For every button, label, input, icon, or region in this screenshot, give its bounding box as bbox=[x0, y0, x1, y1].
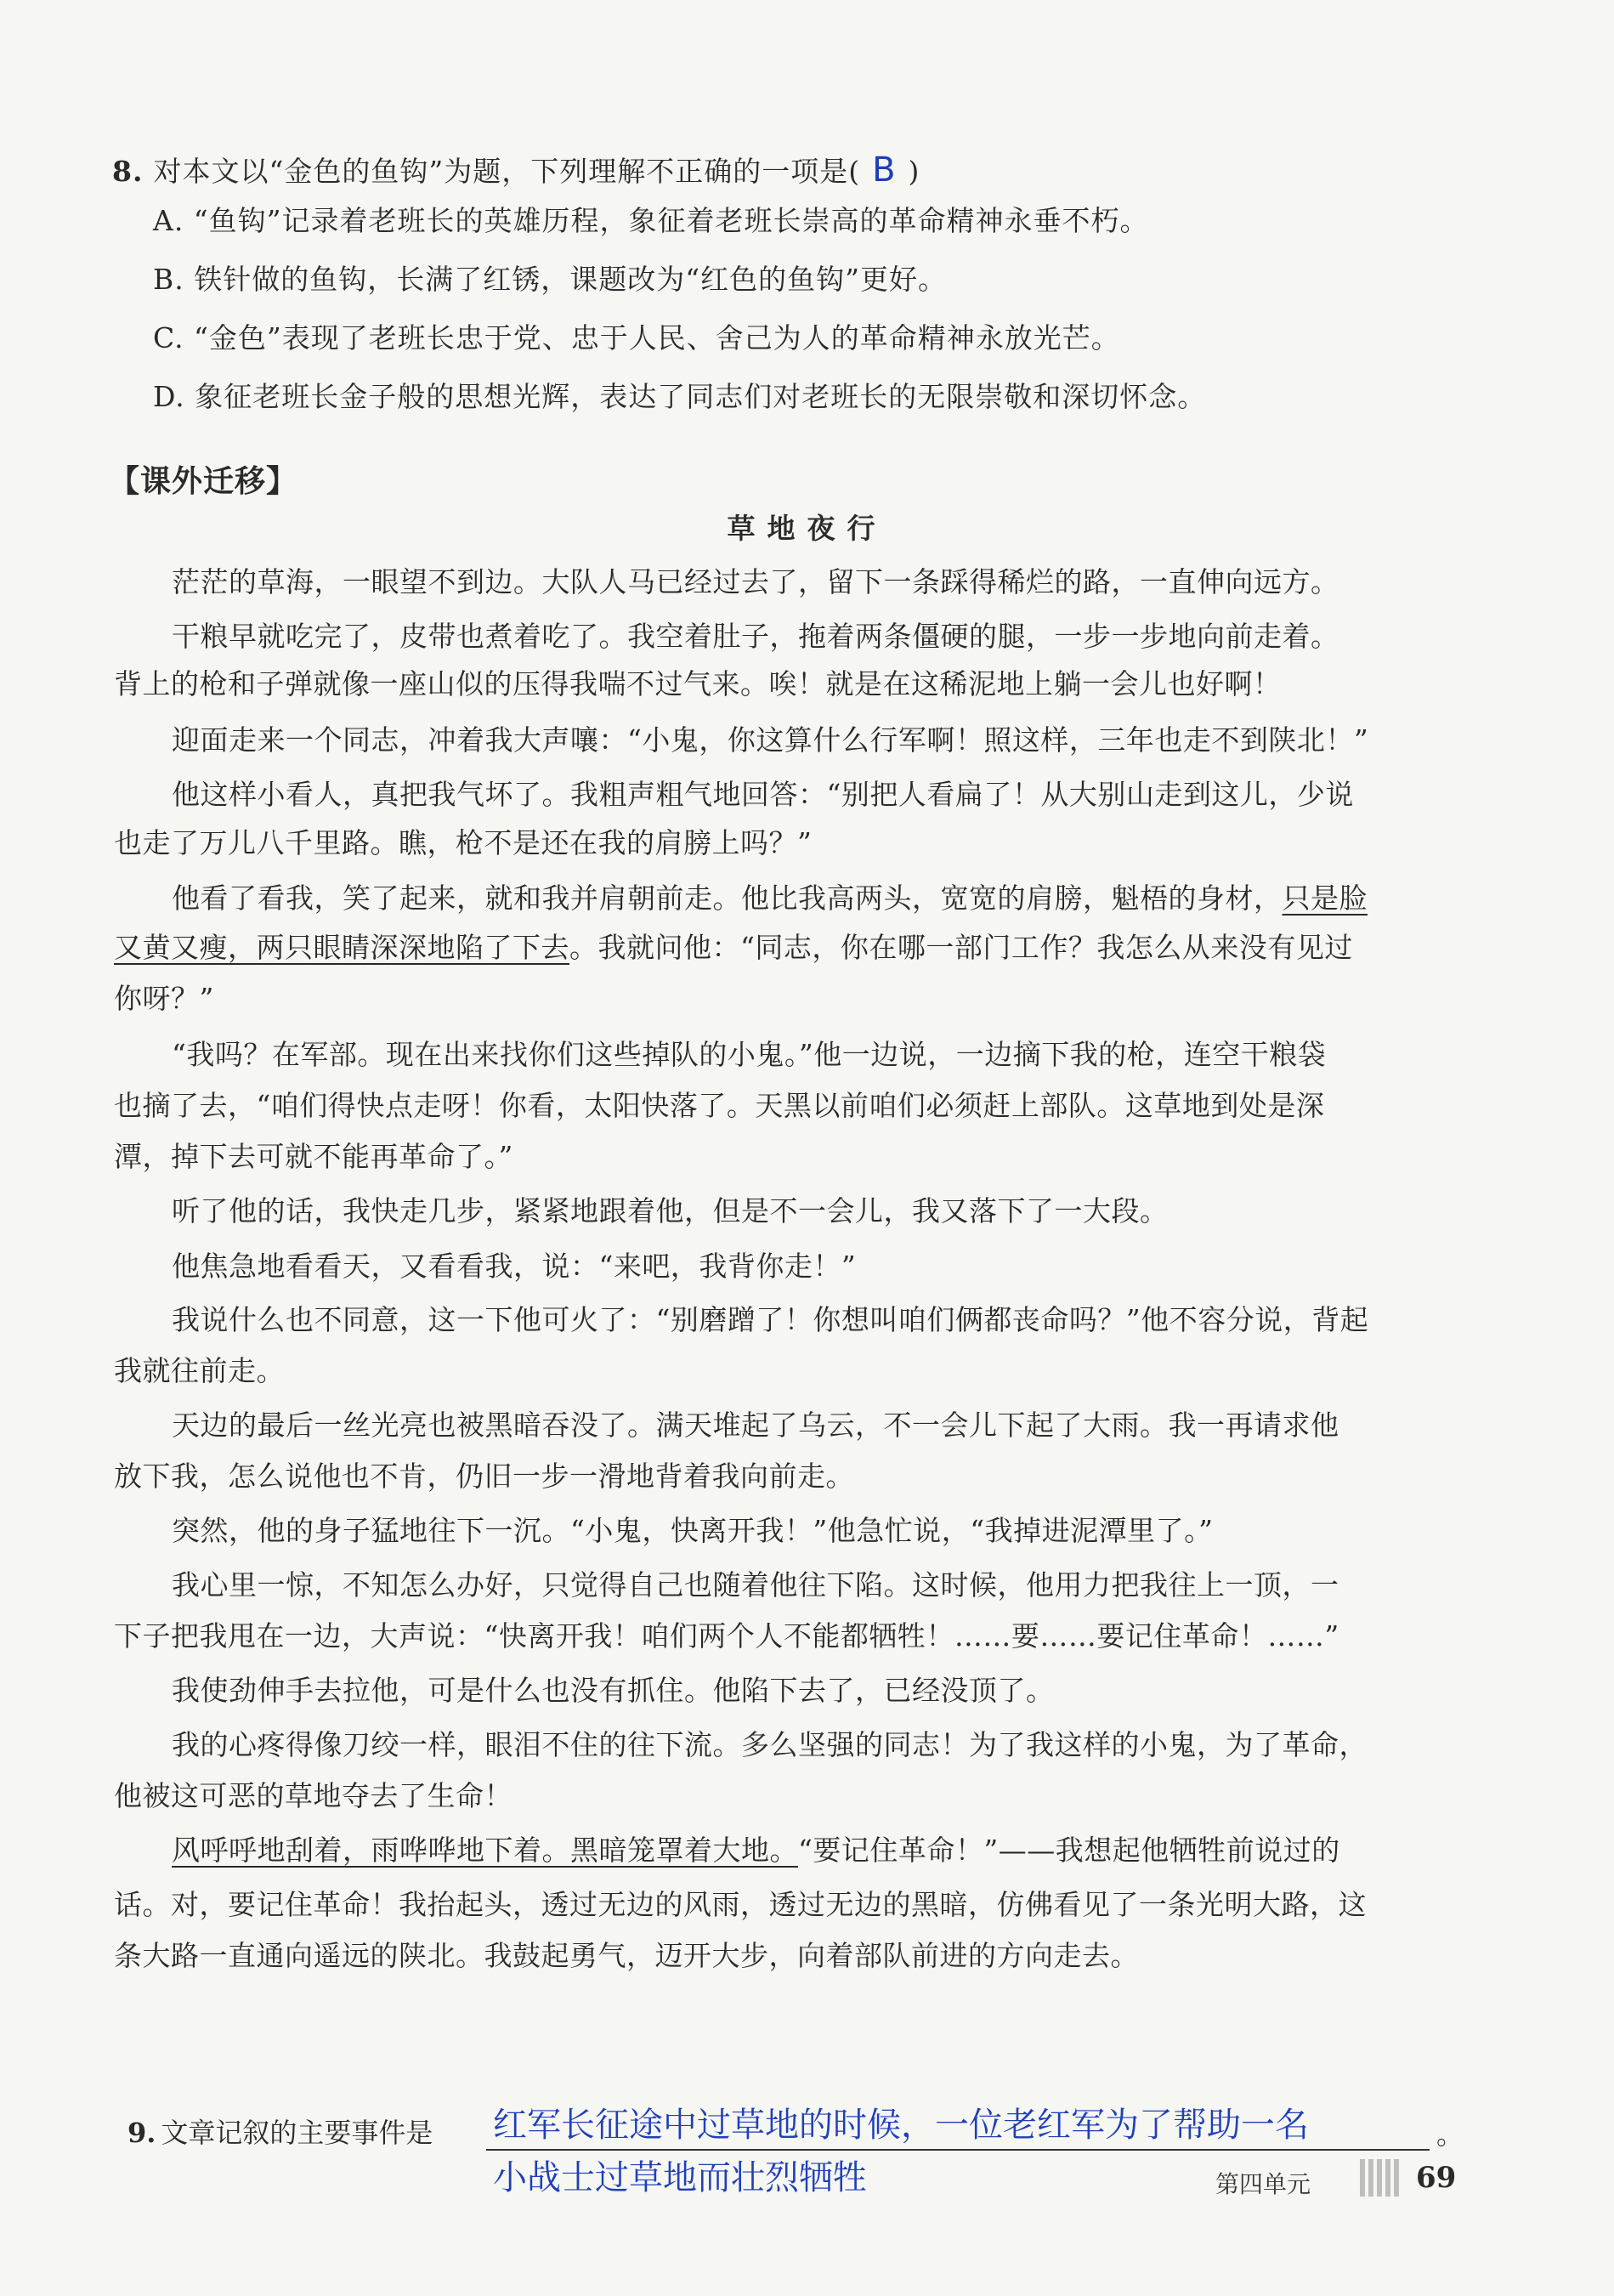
passage-line: 潭，掉下去可就不能再革命了。” bbox=[114, 1140, 513, 1173]
passage-text: “要记住革命！”——我想起他牺牲前说过的 bbox=[798, 1834, 1340, 1867]
question-number: 8. bbox=[112, 155, 144, 188]
question-text-end: ) bbox=[908, 155, 920, 188]
passage-line: 他被这可恶的草地夺去了生命！ bbox=[114, 1779, 513, 1812]
unit-label: 第四单元 bbox=[1215, 2170, 1311, 2198]
passage-line: 迎面走来一个同志，冲着我大声嚷：“小鬼，你这算什么行军啊！照这样，三年也走不到陕北！” bbox=[172, 723, 1369, 757]
passage-line: 我说什么也不同意，这一下他可火了：“别磨蹭了！你想叫咱们俩都丧命吗？”他不容分说，背起 bbox=[172, 1303, 1369, 1336]
answer-period: 。 bbox=[1436, 2118, 1464, 2151]
passage-line: 我的心疼得像刀绞一样，眼泪不住的往下流。多么坚强的同志！为了我这样的小鬼，为了革命， bbox=[172, 1728, 1368, 1761]
passage-line: 话。对，要记住革命！我抬起头，透过无边的风雨，透过无边的黑暗，仿佛看见了一条光明大路，这 bbox=[114, 1888, 1367, 1921]
passage-line: 我就往前走。 bbox=[114, 1354, 285, 1387]
passage-line: 条大路一直通向遥远的陕北。我鼓起勇气，迈开大步，向着部队前进的方向走去。 bbox=[114, 1939, 1139, 1972]
option-b: B. 铁针做的鱼钩，长满了红锈，课题改为“红色的鱼钩”更好。 bbox=[153, 263, 947, 296]
option-c: C. “金色”表现了老班长忠于党、忠于人民、舍己为人的革命精神永放光芒。 bbox=[153, 321, 1120, 354]
option-d: D. 象征老班长金子般的思想光辉，表达了同志们对老班长的无限崇敬和深切怀念。 bbox=[153, 380, 1207, 413]
underlined-text: 又黄又瘦，两只眼睛深深地陷了下去 bbox=[114, 931, 569, 964]
question-9-stem bbox=[127, 2112, 433, 2151]
passage-line bbox=[114, 1829, 1340, 1872]
passage-line: 我使劲伸手去拉他，可是什么也没有抓住。他陷下去了，已经没顶了。 bbox=[172, 1674, 1055, 1707]
handwritten-answer-line-1: 红军长征途中过草地的时候，一位老红军为了帮助一名 bbox=[493, 2106, 1309, 2145]
question-8-stem bbox=[112, 150, 920, 190]
passage-line: 我心里一惊，不知怎么办好，只觉得自己也随着他往下陷。这时候，他用力把我往上一顶，一 bbox=[172, 1568, 1339, 1602]
passage-text: 。我就问他：“同志，你在哪一部门工作？我怎么从来没有见过 bbox=[569, 931, 1353, 964]
passage-line: “我吗？在军部。现在出来找你们这些掉队的小鬼。”他一边说，一边摘下我的枪，连空干粮袋 bbox=[172, 1038, 1327, 1071]
passage-line: 突然，他的身子猛地往下一沉。“小鬼，快离开我！”他急忙说，“我掉进泥潭里了。” bbox=[172, 1514, 1214, 1547]
question-text: 对本文以“金色的鱼钩”为题，下列理解不正确的一项是( bbox=[153, 155, 861, 188]
option-a: A. “鱼钩”记录着老班长的英雄历程，象征着老班长崇高的革命精神永垂不朽。 bbox=[153, 204, 1149, 237]
passage-line: 背上的枪和子弹就像一座山似的压得我喘不过气来。唉！就是在这稀泥地上躺一会儿也好啊！ bbox=[114, 667, 1282, 700]
passage-line: 干粮早就吃完了，皮带也煮着吃了。我空着肚子，拖着两条僵硬的腿，一步一步地向前走着。 bbox=[172, 620, 1339, 653]
passage-line: 茫茫的草海，一眼望不到边。大队人马已经过去了，留下一条踩得稀烂的路，一直伸向远方。 bbox=[172, 565, 1339, 598]
passage-line: 下子把我甩在一边，大声说：“快离开我！咱们两个人不能都牺牲！……要……要记住革命！……” bbox=[114, 1619, 1339, 1653]
underlined-text: 风呼呼地刮着，雨哗哗地下着。黑暗笼罩着大地。 bbox=[172, 1834, 798, 1867]
section-label: 【课外迁移】 bbox=[109, 464, 298, 499]
passage-line: 放下我，怎么说他也不肯，仍旧一步一滑地背着我向前走。 bbox=[114, 1460, 854, 1493]
passage-line: 他这样小看人，真把我气坏了。我粗声粗气地回答：“别把人看扁了！从大别山走到这儿，少说 bbox=[172, 778, 1354, 811]
handwritten-answer-line-2: 小战士过草地而壮烈牺牲 bbox=[493, 2158, 867, 2197]
passage-text: 他看了看我，笑了起来，就和我并肩朝前走。他比我高两头，宽宽的肩膀，魁梧的身材， bbox=[172, 882, 1283, 915]
handwritten-answer: B bbox=[872, 150, 897, 190]
passage-line: 你呀？” bbox=[114, 982, 214, 1015]
decorative-bars bbox=[1360, 2159, 1401, 2197]
page-number: 69 bbox=[1416, 2161, 1457, 2195]
passage-line: 也摘了去，“咱们得快点走呀！你看，太阳快落了。天黑以前咱们必须赶上部队。这草地到处是深 bbox=[114, 1089, 1325, 1122]
underlined-text: 只是脸 bbox=[1282, 882, 1368, 915]
passage-line: 天边的最后一丝光亮也被黑暗吞没了。满天堆起了乌云，不一会儿下起了大雨。我一再请求他 bbox=[172, 1409, 1339, 1442]
passage-line bbox=[114, 877, 1368, 920]
passage-line: 也走了万儿八千里路。瞧，枪不是还在我的肩膀上吗？” bbox=[114, 826, 813, 859]
question-number: 9. bbox=[127, 2117, 156, 2149]
passage-line: 听了他的话，我快走几步，紧紧地跟着他，但是不一会儿，我又落下了一大段。 bbox=[172, 1194, 1169, 1227]
question-text: 文章记叙的主要事件是 bbox=[161, 2117, 433, 2149]
passage-line bbox=[114, 927, 1353, 969]
passage-title: 草地夜行 bbox=[727, 512, 887, 545]
passage-line: 他焦急地看看天，又看看我，说：“来吧，我背你走！” bbox=[172, 1250, 857, 1283]
